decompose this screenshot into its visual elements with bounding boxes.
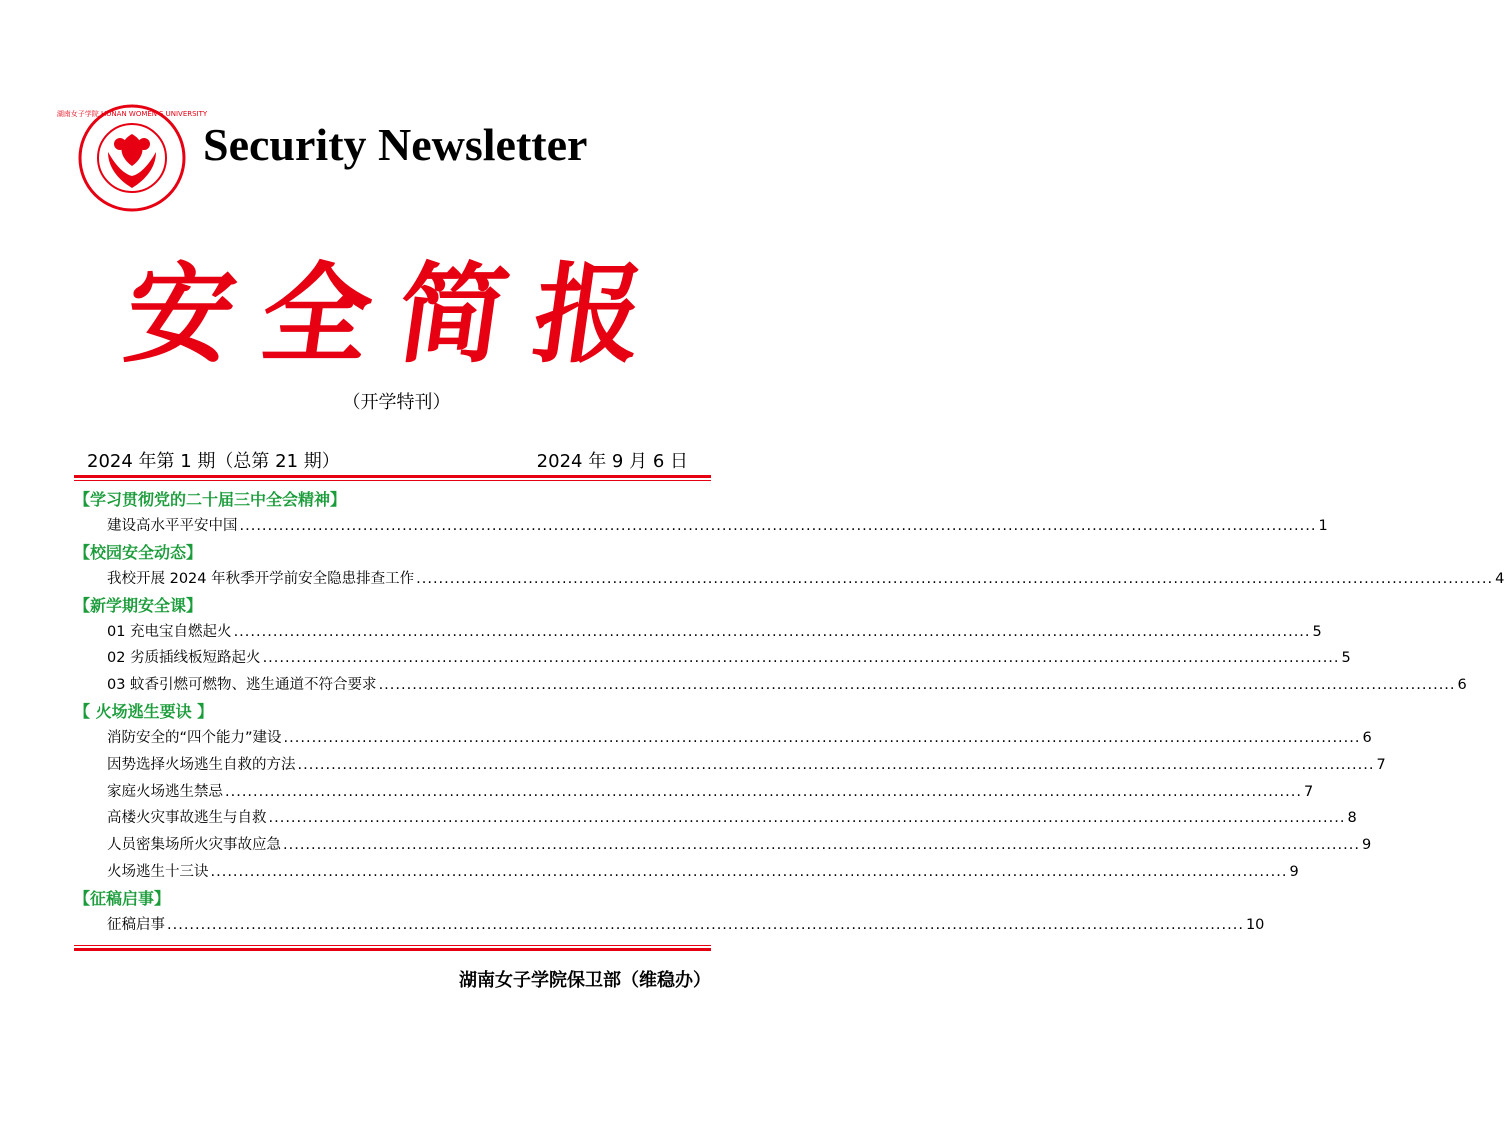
toc-section xyxy=(74,699,1386,886)
publisher-name: 湖南女子学院保卫部（维稳办） xyxy=(459,970,711,991)
toc-item-text: 01 充电宝自燃起火 xyxy=(107,623,232,640)
toc-item-text: 03 蚊香引燃可燃物、逃生通道不符合要求 xyxy=(107,677,377,694)
toc-item-text: 火场逃生十三诀 xyxy=(107,863,209,880)
toc-item[interactable] xyxy=(74,832,1372,859)
newsletter-english-title: Security Newsletter xyxy=(203,119,588,170)
toc-item-text: 家庭火场逃生禁忌 xyxy=(107,783,223,800)
toc-item-text: 因势选择火场逃生自救的方法 xyxy=(107,756,296,773)
table-of-contents xyxy=(74,487,1504,939)
toc-item[interactable] xyxy=(74,645,1351,672)
section-title: 【 火场逃生要诀 】 xyxy=(74,701,214,721)
toc-item-page: 9 xyxy=(1289,863,1299,880)
issue-subtitle: （开学特刊） xyxy=(342,392,451,413)
toc-item[interactable] xyxy=(74,725,1372,752)
toc-item[interactable] xyxy=(74,566,1504,593)
toc-item[interactable] xyxy=(74,859,1299,886)
top-divider xyxy=(74,475,711,481)
section-title: 【学习贯彻党的二十届三中全会精神】 xyxy=(74,490,347,509)
toc-item-page: 8 xyxy=(1347,810,1357,827)
issue-info xyxy=(87,447,688,473)
toc-item-page: 7 xyxy=(1303,783,1314,800)
toc-item-page: 5 xyxy=(1312,623,1322,640)
toc-section xyxy=(74,487,1328,540)
toc-item-page: 9 xyxy=(1361,837,1372,854)
issue-number: 2024 年第 1 期（总第 21 期） xyxy=(87,451,340,472)
toc-section xyxy=(74,540,1504,593)
toc-item[interactable] xyxy=(74,513,1328,540)
toc-item-page: 1 xyxy=(1318,518,1328,534)
section-title: 【校园安全动态】 xyxy=(74,542,203,562)
toc-item[interactable] xyxy=(74,672,1467,699)
toc-item-text: 建设高水平平安中国 xyxy=(107,518,238,534)
toc-item-page: 6 xyxy=(1457,677,1467,694)
toc-item-text: 02 劣质插线板短路起火 xyxy=(107,650,261,667)
toc-item-page: 10 xyxy=(1245,916,1265,933)
toc-item-text: 我校开展 2024 年秋季开学前安全隐患排查工作 xyxy=(107,570,415,587)
toc-item[interactable] xyxy=(74,619,1322,646)
toc-item[interactable] xyxy=(74,752,1386,779)
section-title: 【征稿启事】 xyxy=(74,888,171,908)
issue-date: 2024 年 9 月 6 日 xyxy=(536,451,688,472)
newsletter-chinese-title: 安全简报 xyxy=(117,252,680,378)
logo-ring-text: 湖南女子学院 HUNAN WOMEN'S UNIVERSITY xyxy=(56,110,208,118)
toc-item-page: 4 xyxy=(1495,570,1504,587)
toc-section xyxy=(74,886,1265,939)
toc-item-text: 消防安全的“四个能力”建设 xyxy=(107,729,282,746)
toc-item[interactable] xyxy=(74,912,1265,939)
bottom-divider xyxy=(74,945,711,951)
toc-item-page: 6 xyxy=(1362,729,1372,746)
toc-item-text: 人员密集场所火灾事故应急 xyxy=(107,837,281,854)
toc-section xyxy=(74,593,1467,699)
section-title: 【新学期安全课】 xyxy=(74,595,203,615)
toc-item-text: 征稿启事 xyxy=(107,916,165,933)
toc-item[interactable] xyxy=(74,805,1357,832)
toc-item-text: 高楼火灾事故逃生与自救 xyxy=(107,810,267,827)
toc-item-page: 5 xyxy=(1341,650,1351,667)
university-logo xyxy=(56,104,208,212)
toc-item-page: 7 xyxy=(1376,756,1386,773)
toc-item[interactable] xyxy=(74,779,1314,806)
